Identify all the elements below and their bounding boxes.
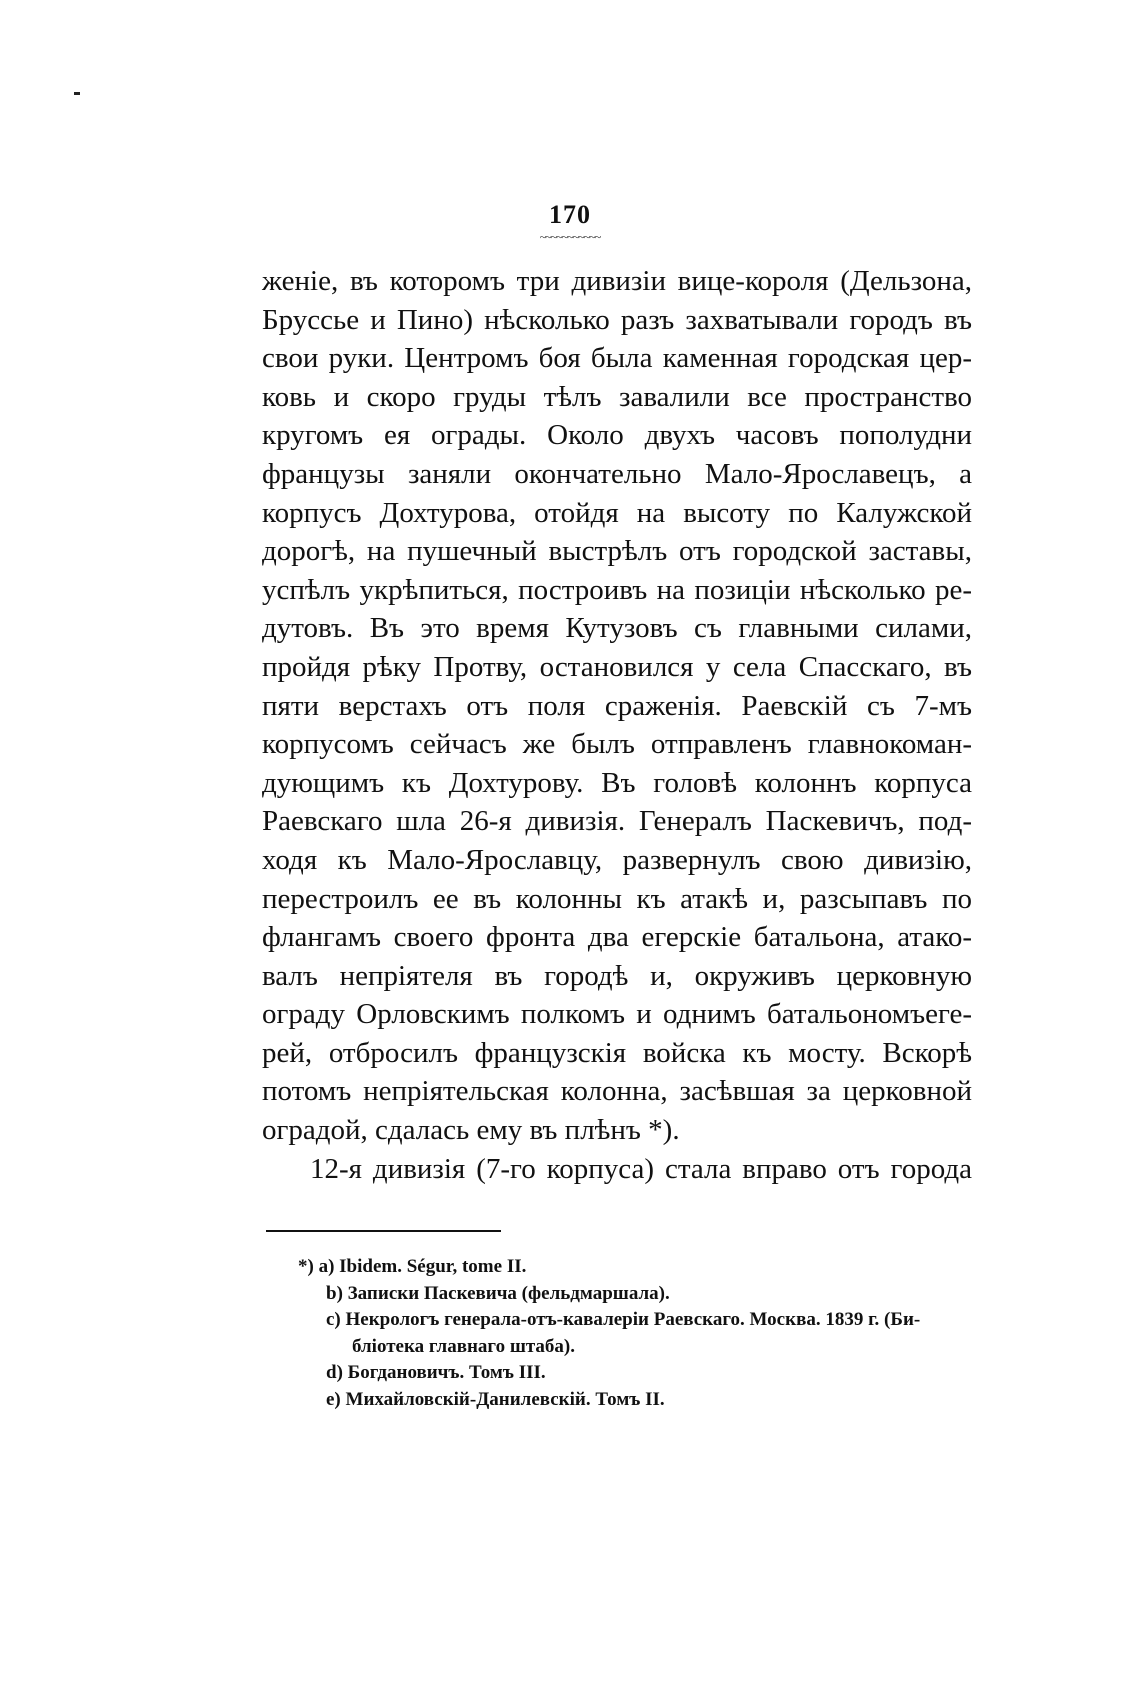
stray-print-mark <box>74 92 80 95</box>
text-line: рей, отбросилъ французскія войска къ мосту. Вскорѣ <box>262 1036 972 1069</box>
text-line-paragraph-end: оградой, сдалась ему въ плѣнъ *). <box>262 1114 680 1147</box>
text-line: валъ непріятеля въ городѣ и, окруживъ церковную <box>262 959 972 992</box>
text-line: корпусомъ сейчасъ же былъ отправленъ главнокоман- <box>262 728 972 761</box>
text-line: французы заняли окончательно Мало-Ярославецъ, а <box>262 457 972 490</box>
text-line: ограду Орловскимъ полкомъ и однимъ батальономъеге- <box>262 998 972 1031</box>
text-line: кругомъ ея ограды. Около двухъ часовъ пополудни <box>262 419 972 452</box>
text-line: женіе, въ которомъ три дивизіи вице-короля (Дельзона, <box>262 265 972 297</box>
text-line: корпусъ Дохтурова, отойдя на высоту по Калужской <box>262 496 972 529</box>
text-line: Раевскаго шла 26-я дивизія. Генералъ Паскевичъ, под- <box>262 805 972 838</box>
footnote-e: e) Михайловскій-Данилевскій. Томъ II. <box>326 1388 665 1410</box>
text-line: пяти верстахъ отъ поля сраженія. Раевскій съ 7-мъ <box>262 689 972 722</box>
footnote-separator-rule <box>266 1230 501 1232</box>
text-line: потомъ непріятельская колонна, засѣвшая за церковной <box>262 1075 972 1108</box>
page-number: 170 <box>549 200 591 229</box>
text-line: Бруссье и Пино) нѣсколько разъ захватывали городъ въ <box>262 303 972 336</box>
text-line: ходя къ Мало-Ярославцу, развернулъ свою дивизію, <box>262 843 972 876</box>
footnote-c: c) Некрологъ генерала-отъ-кавалеріи Раевскаго. Москва. 1839 г. (Би- <box>326 1309 921 1330</box>
footnote-d: d) Богдановичъ. Томъ III. <box>326 1362 546 1383</box>
text-line: дутовъ. Въ это время Кутузовъ съ главными силами, <box>262 612 972 645</box>
text-line: дующимъ къ Дохтурову. Въ головѣ колоннъ корпуса <box>262 766 972 799</box>
text-line-new-paragraph: 12-я дивизія (7-го корпуса) стала вправо отъ города <box>310 1152 972 1185</box>
footnote-b: b) Записки Паскевича (фельдмаршала). <box>326 1282 670 1304</box>
footnote-a: *) a) Ibidem. Ségur, tome II. <box>298 1256 527 1277</box>
footnotes <box>298 1254 978 1413</box>
page-number-ornament: ~~~~~~~~~~~ <box>539 230 601 244</box>
text-line: дорогѣ, на пушечный выстрѣлъ отъ городской заставы, <box>262 535 972 568</box>
text-line: ковь и скоро груды тѣлъ завалили все пространство <box>262 380 972 413</box>
text-line: пройдя рѣку Протву, остановился у села Спасскаго, въ <box>262 650 972 683</box>
text-line: свои руки. Центромъ боя была каменная городская цер- <box>262 342 972 375</box>
text-line: флангамъ своего фронта два егерскіе батальона, атако- <box>262 921 972 954</box>
footnote-c-continued: бліотека главнаго штаба). <box>352 1335 576 1357</box>
text-line: успѣлъ укрѣпиться, построивъ на позиціи нѣсколько ре- <box>262 573 972 606</box>
text-line: перестроилъ ее въ колонны къ атакѣ и, разсыпавъ по <box>262 882 972 915</box>
main-text <box>262 262 972 1188</box>
